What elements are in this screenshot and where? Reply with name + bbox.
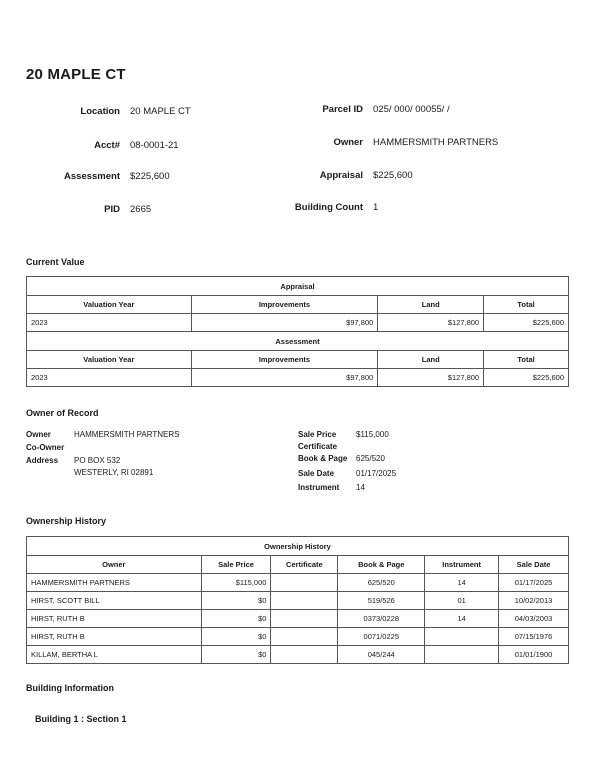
acct-value: 08-0001-21	[130, 140, 179, 151]
building-information-heading: Building Information	[26, 683, 114, 693]
location-label: Location	[80, 106, 120, 117]
sale-date-label: Sale Date	[298, 469, 335, 478]
sale-date-cell: 07/15/1976	[499, 628, 569, 646]
building-section-subheading: Building 1 : Section 1	[35, 714, 127, 724]
sale-date-cell: 01/17/2025	[499, 574, 569, 592]
valuation-year-cell: 2023	[27, 369, 192, 387]
sale-price-label: Sale Price	[298, 430, 337, 439]
table-row	[27, 592, 569, 610]
instrument-cell	[425, 646, 499, 664]
owner-value: HAMMERSMITH PARTNERS	[373, 137, 499, 148]
col-improvements: Improvements	[191, 296, 378, 314]
table-row	[27, 314, 569, 332]
col-total: Total	[484, 351, 569, 369]
land-cell: $127,800	[378, 369, 484, 387]
certificate-cell	[271, 628, 338, 646]
owner-cell: HIRST, RUTH B	[27, 628, 202, 646]
table-row	[27, 369, 569, 387]
sale-price-cell: $0	[201, 592, 271, 610]
owner-label: Owner	[333, 137, 363, 148]
instrument-cell: 01	[425, 592, 499, 610]
book-page-cell: 045/244	[338, 646, 425, 664]
appraisal-label: Appraisal	[319, 170, 363, 181]
sale-price-cell: $0	[201, 628, 271, 646]
sale-date-value: 01/17/2025	[356, 469, 397, 478]
instrument-value: 14	[356, 483, 365, 492]
sale-price-cell: $0	[201, 646, 271, 664]
owner-cell: HIRST, RUTH B	[27, 610, 202, 628]
col-sale-date: Sale Date	[499, 556, 569, 574]
parcel-id-value: 025/ 000/ 00055/ /	[373, 104, 450, 115]
owner-cell: HIRST, SCOTT BILL	[27, 592, 202, 610]
sale-price-value: $115,000	[356, 430, 389, 439]
table-row	[27, 646, 569, 664]
pid-value: 2665	[130, 204, 152, 215]
sale-date-cell: 01/01/1900	[499, 646, 569, 664]
total-cell: $225,600	[484, 369, 569, 387]
col-land: Land	[378, 296, 484, 314]
col-sale-price: Sale Price	[201, 556, 271, 574]
assessment-caption: Assessment	[27, 332, 569, 351]
col-improvements: Improvements	[191, 351, 378, 369]
book-page-cell: 0373/0228	[338, 610, 425, 628]
book-page-cell: 0071/0225	[338, 628, 425, 646]
certificate-cell	[271, 592, 338, 610]
table-row	[27, 610, 569, 628]
sale-price-cell: $0	[201, 610, 271, 628]
location-value: 20 MAPLE CT	[130, 106, 191, 117]
page-title: 20 MAPLE CT	[26, 66, 126, 83]
improvements-cell: $97,800	[191, 369, 378, 387]
book-page-label: Book & Page	[298, 454, 348, 463]
owner-cell: HAMMERSMITH PARTNERS	[27, 574, 202, 592]
address-line-2: WESTERLY, RI 02891	[74, 468, 154, 477]
col-instrument: Instrument	[425, 556, 499, 574]
record-owner-label: Owner	[26, 430, 51, 439]
owner-cell: KILLAM, BERTHA L	[27, 646, 202, 664]
valuation-year-cell: 2023	[27, 314, 192, 332]
sale-price-cell: $115,000	[201, 574, 271, 592]
instrument-cell	[425, 628, 499, 646]
col-certificate: Certificate	[271, 556, 338, 574]
book-page-value: 625/520	[356, 454, 385, 463]
acct-label: Acct#	[94, 140, 120, 151]
instrument-cell: 14	[425, 574, 499, 592]
instrument-cell: 14	[425, 610, 499, 628]
table-row	[27, 574, 569, 592]
ownership-history-heading: Ownership History	[26, 516, 107, 526]
certificate-cell	[271, 646, 338, 664]
appraisal-value: $225,600	[373, 170, 413, 181]
certificate-cell	[271, 610, 338, 628]
address-line-1: PO BOX 532	[74, 456, 121, 465]
assessment-label: Assessment	[64, 171, 120, 182]
col-valuation-year: Valuation Year	[27, 351, 192, 369]
building-count-label: Building Count	[294, 202, 363, 213]
certificate-label: Certificate	[298, 442, 338, 451]
sale-date-cell: 04/03/2003	[499, 610, 569, 628]
certificate-cell	[271, 574, 338, 592]
improvements-cell: $97,800	[191, 314, 378, 332]
record-owner-value: HAMMERSMITH PARTNERS	[74, 430, 180, 439]
pid-label: PID	[104, 204, 120, 215]
sale-date-cell: 10/02/2013	[499, 592, 569, 610]
book-page-cell: 625/520	[338, 574, 425, 592]
building-count-value: 1	[373, 202, 379, 213]
current-value-heading: Current Value	[26, 257, 85, 267]
land-cell: $127,800	[378, 314, 484, 332]
assessment-value: $225,600	[130, 171, 170, 182]
col-book-page: Book & Page	[338, 556, 425, 574]
current-value-table	[26, 276, 569, 387]
co-owner-label: Co-Owner	[26, 443, 65, 452]
total-cell: $225,600	[484, 314, 569, 332]
col-land: Land	[378, 351, 484, 369]
ownership-history-caption: Ownership History	[27, 537, 569, 556]
col-total: Total	[484, 296, 569, 314]
address-label: Address	[26, 456, 59, 465]
table-row	[27, 628, 569, 646]
parcel-id-label: Parcel ID	[322, 104, 363, 115]
ownership-history-table	[26, 536, 569, 664]
col-owner: Owner	[27, 556, 202, 574]
instrument-label: Instrument	[298, 483, 340, 492]
col-valuation-year: Valuation Year	[27, 296, 192, 314]
owner-of-record-heading: Owner of Record	[26, 408, 99, 418]
appraisal-caption: Appraisal	[27, 277, 569, 296]
book-page-cell: 519/526	[338, 592, 425, 610]
